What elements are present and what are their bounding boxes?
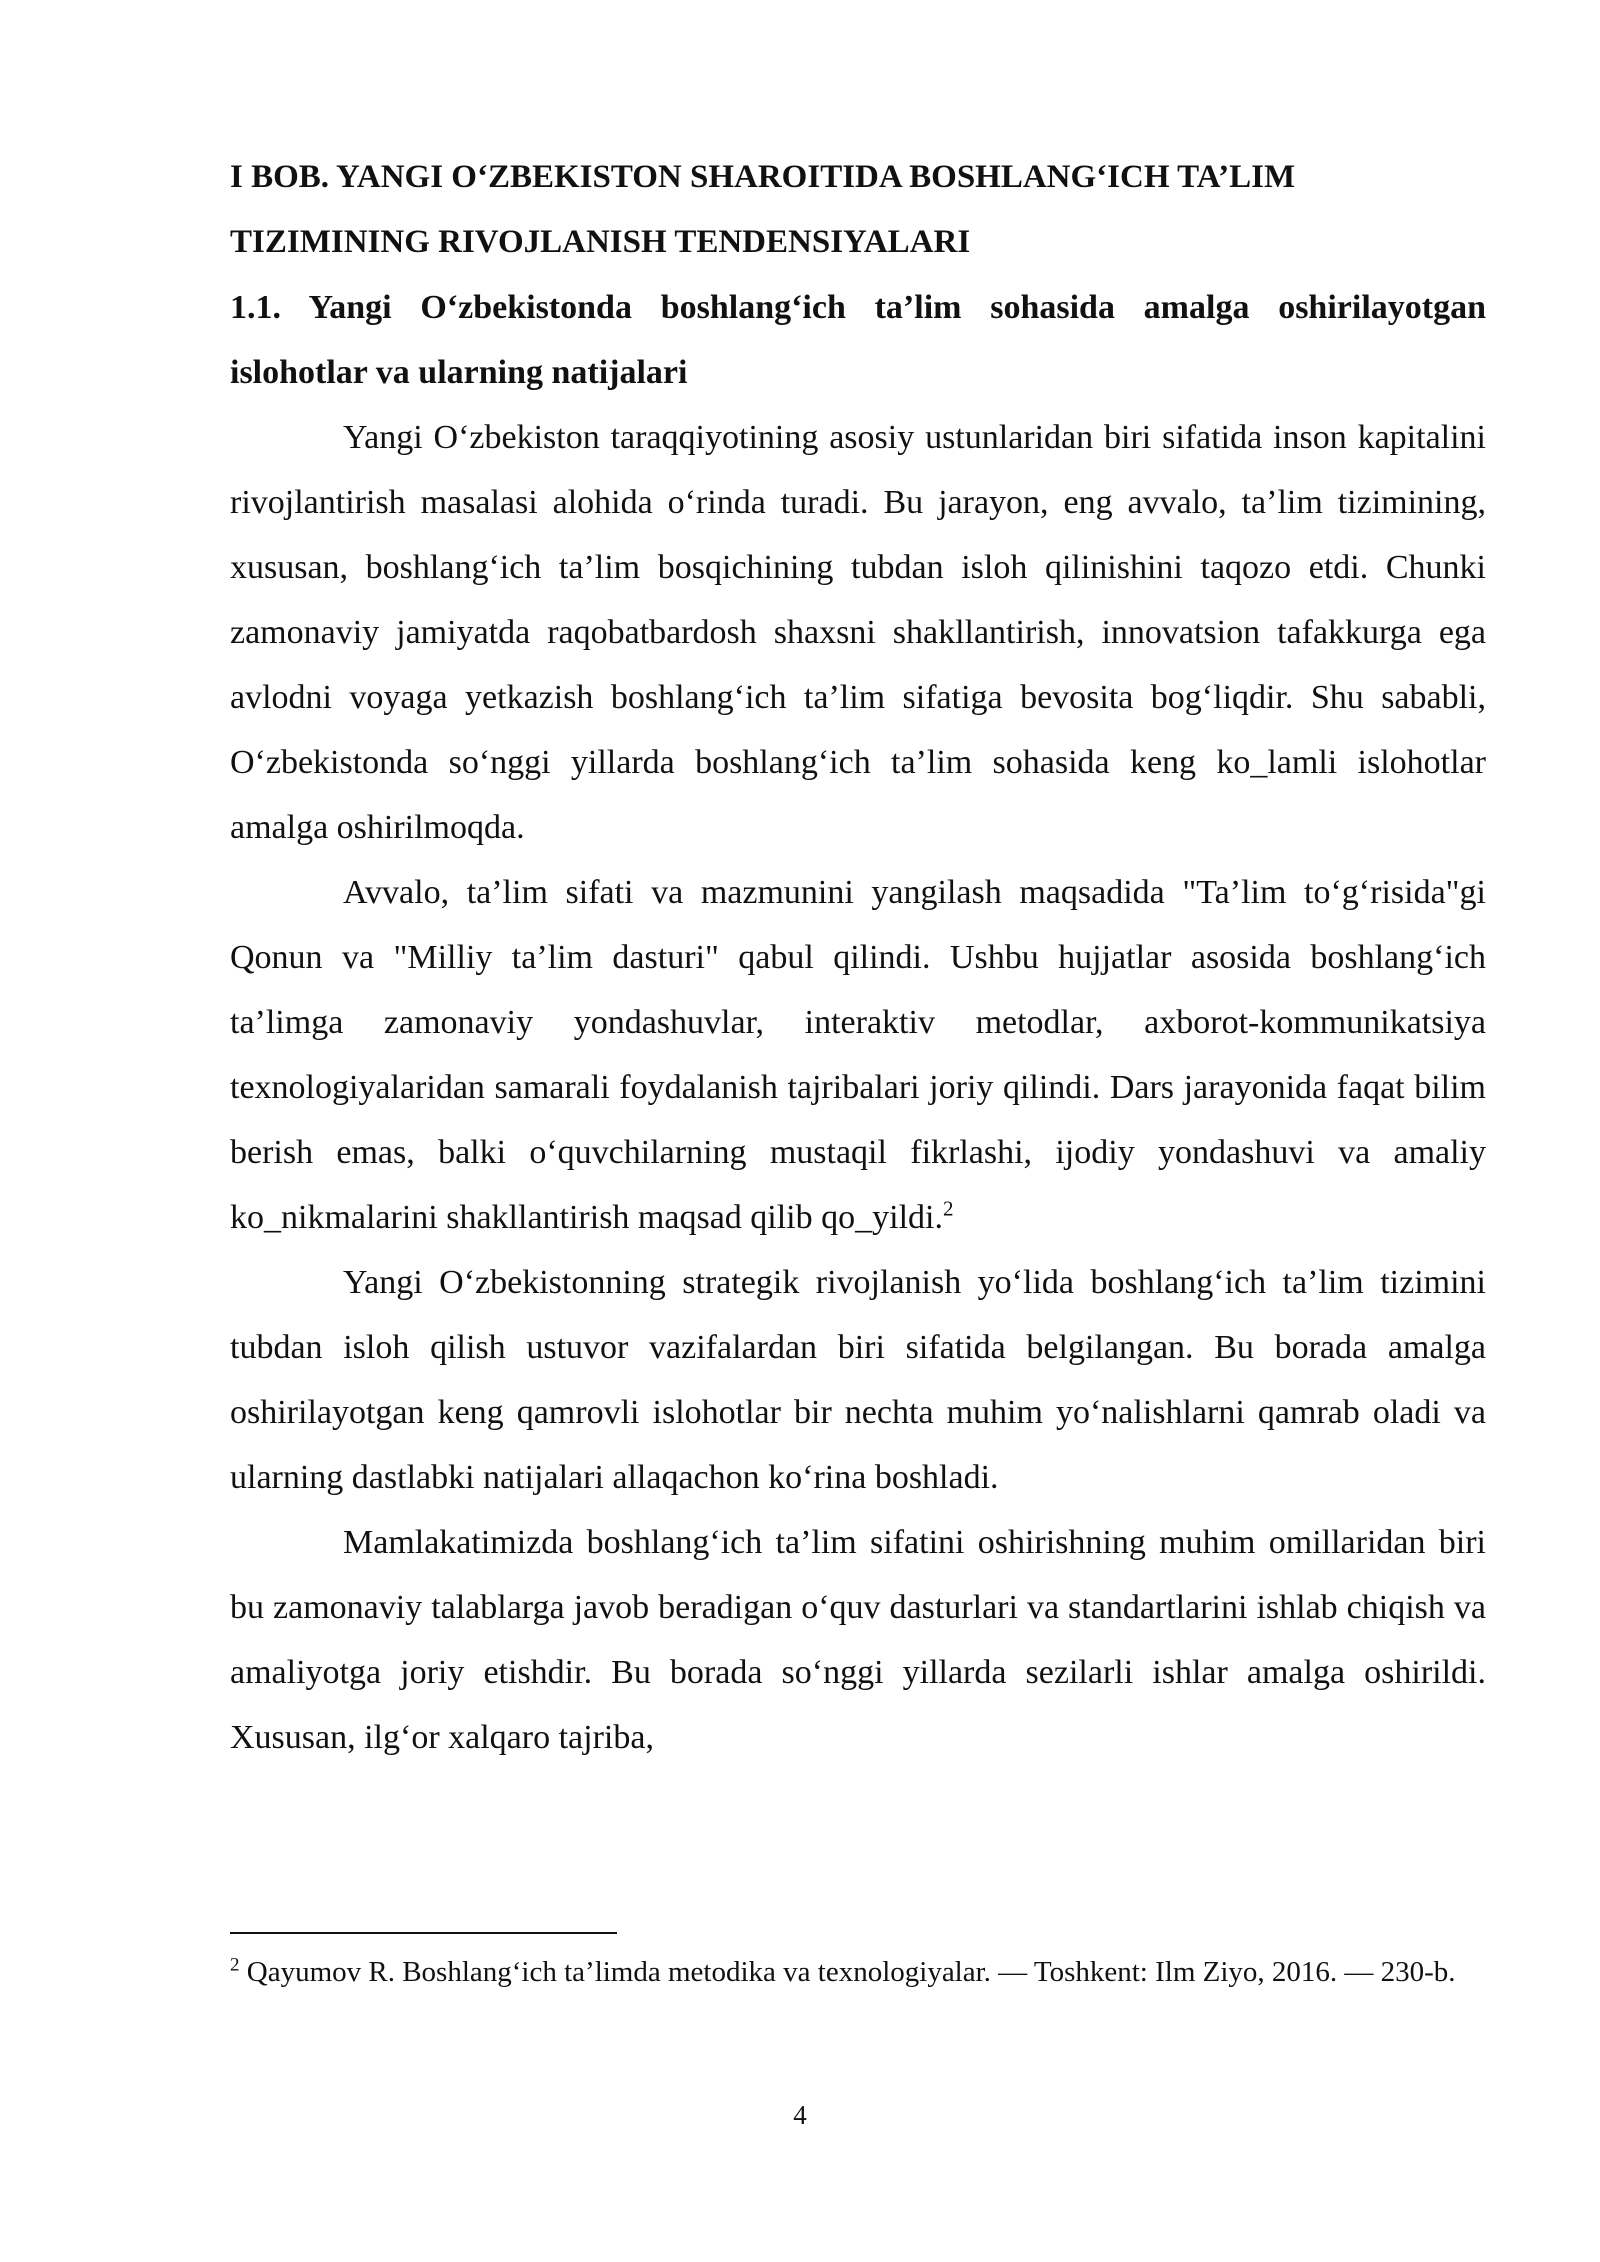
footnote-reference[interactable]: 2 [942,1196,954,1221]
chapter-title: I BOB. YANGI O‘ZBEKISTON SHAROITIDA BOSHLANG‘ICH TA’LIM TIZIMINING RIVOJLANISH TENDENSIYALARI [230,159,1296,260]
paragraph-2 [230,860,1486,1250]
page-number: 4 [793,2100,807,2130]
paragraph-1: Yangi O‘zbekiston taraqqiyotining asosiy ustunlaridan biri sifatida inson kapitalini rivojlantirish masalasi alohida o‘rinda turadi. Bu jarayon, eng avvalo, ta’lim tizimining, xususan, boshlang‘ich ta’lim bosqichining tubdan isloh qilinishini taqozo etdi. Chunki zamonaviy jamiyatda raqobatbardosh shaxsni shakllantirish, innovatsion tafakkurga ega avlodni voyaga yetkazish boshlang‘ich ta’lim sifatiga bevosita bog‘liqdir. Shu sababli, O‘zbekistonda so‘nggi yillarda boshlang‘ich ta’lim sohasida keng ko_lamli islohotlar amalga oshirilmoqda. [230,419,1486,846]
paragraph-4: Mamlakatimizda boshlang‘ich ta’lim sifatini oshirishning muhim omillaridan biri bu zamonaviy talablarga javob beradigan o‘quv dasturlari va standartlarini ishlab chiqish va amaliyotga joriy etishdir. Bu borada so‘nggi yillarda sezilarli ishlar amalga oshirildi. Xususan, ilg‘or xalqaro tajriba, [230,1524,1486,1756]
footnote-number: 2 [230,1954,240,1976]
paragraph-3: Yangi O‘zbekistonning strategik rivojlanish yo‘lida boshlang‘ich ta’lim tizimini tubdan isloh qilish ustuvor vazifalardan biri sifatida belgilangan. Bu borada amalga oshirilayotgan keng qamrovli islohotlar bir nechta muhim yo‘nalishlarni qamrab oladi va ularning dastlabki natijalari allaqachon ko‘rina boshladi. [230,1264,1486,1496]
paragraph-2-text: Avvalo, ta’lim sifati va mazmunini yangilash maqsadida "Ta’lim to‘g‘risida"gi Qonun va "Milliy ta’lim dasturi" qabul qilindi. Ushbu hujjatlar asosida boshlang‘ich ta’limga zamonaviy yondashuvlar, interaktiv metodlar, axborot-kommunikatsiya texnologiyalaridan samarali foydalanish tajribalari joriy qilindi. Dars jarayonida faqat bilim berish emas, balki o‘quvchilarning mustaqil fikrlashi, ijodiy yondashuvi va amaliy ko_nikmalarini shakllantirish maqsad qilib qo_yildi. [230,874,1486,1236]
footnote-text: Qayumov R. Boshlang‘ich ta’limda metodika va texnologiyalar. — Toshkent: Ilm Ziyo, 2016. — 230-b. [246,1956,1456,1988]
footnote [230,1944,1486,2000]
document-page [230,145,1486,1770]
section-title: 1.1. Yangi O‘zbekistonda boshlang‘ich ta’lim sohasida amalga oshirilayotgan islohotlar va ularning natijalari [230,289,1486,391]
footnote-separator [230,1932,617,1934]
